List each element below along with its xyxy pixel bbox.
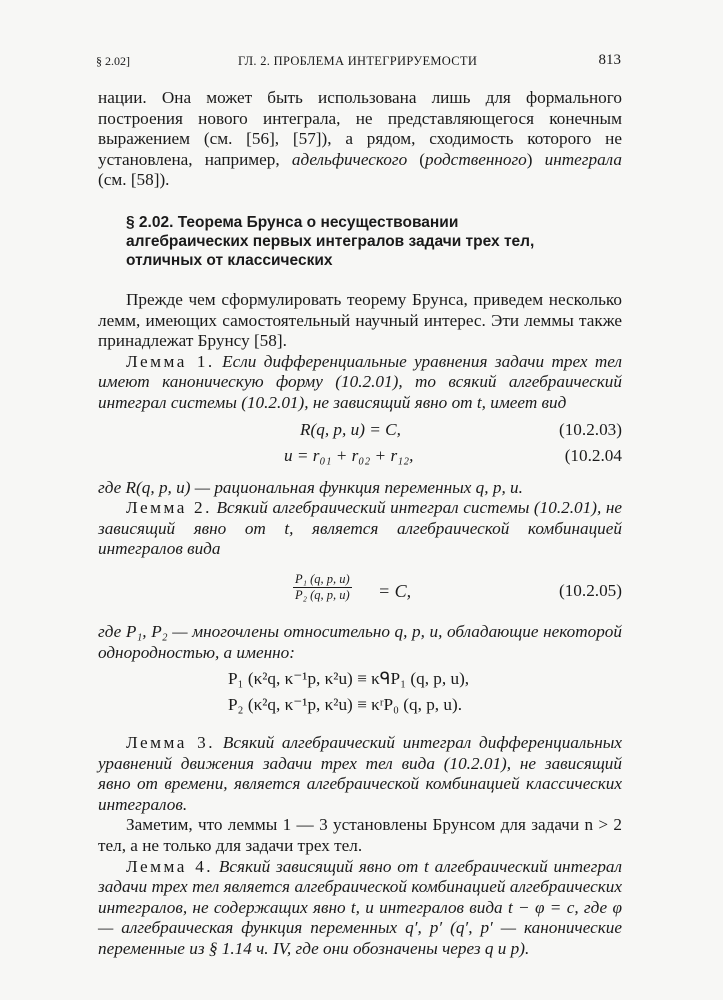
intro-text: ( [407, 149, 426, 169]
lemma-3 [98, 733, 622, 815]
equation-number: (10.2.05) [558, 580, 622, 600]
lemma-2 [98, 498, 622, 560]
lemma-4-label: Лемма 4. [126, 856, 214, 876]
lemma-2-definition: где P₁, P₂ — многочлены относительно q, p, u, обладающие некоторой однородностью, а именно: [98, 621, 622, 662]
lemma-1-text: Если дифференциальные уравнения задачи трех тел имеют каноническую форму (10.2.01), то всякий алгебраический интеграл системы (10.2.01), не зависящий явно от t, имеет вид [98, 351, 623, 412]
lemma-2-label: Лемма 2. [126, 498, 212, 518]
lemma-4 [98, 857, 622, 960]
homogeneity-identity-2 [98, 695, 622, 721]
page-header [96, 52, 621, 72]
header-chapter-title: ГЛ. 2. ПРОБЛЕМА ИНТЕГРИРУЕМОСТИ [238, 54, 478, 68]
lemma-1-label: Лемма 1. [126, 351, 215, 371]
equation-text: u = r₀₁ + r₀₂ + r₁₂, [284, 445, 414, 465]
equation-number: (10.2.04 [564, 445, 622, 465]
equation-10-2-04 [98, 446, 622, 472]
fraction-denominator: P₂ (q, p, u) [295, 587, 350, 602]
equation-number: (10.2.03) [558, 419, 622, 439]
lemma-1-definition: где R(q, p, u) — рациональная функция переменных q, p, u. [98, 477, 523, 497]
identity-text: P₂ (κ²q, κ⁻¹p, κ²u) ≡ κʳP₀ (q, p, u). [228, 695, 463, 715]
header-section-ref: § 2.02] [96, 54, 130, 68]
identity-text: P₁ (κ²q, κ⁻¹p, κ²u) ≡ κᑫP₁ (q, p, u), [228, 669, 470, 689]
intro-italic-term: адельфического [291, 149, 408, 169]
intro-text: ) [526, 149, 545, 169]
page-number: 813 [598, 52, 621, 68]
remark-paragraph: Заметим, что леммы 1 — 3 установлены Брунсом для задачи n > 2 тел, а не только для задачи трех тел. [98, 815, 622, 856]
intro-italic-term: интеграла [544, 149, 622, 169]
lemma-4-text: Всякий зависящий явно от t алгебраический интеграл задачи трех тел является алгебраической комбинацией алгебраических интегралов, не содержащих явно t, и интегралов вида t − φ = c, где φ — алгебраическая функция переменных q′, p′ (q′, p′ — канонические переменные из § 1.14 ч. IV, где они обозначены через q и p). [98, 856, 622, 959]
lemma-3-text: Всякий алгебраический интеграл дифференциальных уравнений движения задачи трех тел вида (10.2.01), не зависящий явно от времени, является алгебраической комбинацией классических интегралов. [98, 733, 623, 814]
intro-italic-term: родственного [425, 149, 527, 169]
preface-paragraph: Прежде чем сформулировать теорему Брунса, приведем несколько лемм, имеющих самостоятельный научный интерес. Эти леммы также принадлежат Брунсу [58]. [98, 289, 622, 351]
intro-text: нации. Она может быть использована лишь для формального построения нового интеграла, не представляющегося конечным выражением (см. [56], [57]), а рядом, сходимость которого не установлена, например, [98, 88, 622, 169]
intro-paragraph [98, 88, 622, 191]
lemma-3-label: Лемма 3. [126, 733, 216, 753]
fraction-rhs: = C, [378, 580, 412, 601]
intro-text: (см. [58]). [98, 170, 170, 190]
lemma-2-text: Всякий алгебраический интеграл системы (10.2.01), не зависящий явно от t, является алгебраической комбинацией интегралов вида [98, 498, 622, 559]
equation-text: R(q, p, u) = C, [300, 419, 401, 439]
fraction-numerator: P₁ (q, p, u) [295, 571, 350, 586]
homogeneity-identity-1 [98, 669, 622, 695]
section-heading: § 2.02. Теорема Брунса о несуществовании алгебраических первых интегралов задачи трех тел, отличных от классических [126, 213, 535, 269]
lemma-1 [98, 352, 622, 414]
equation-10-2-03 [98, 420, 622, 446]
equation-10-2-05 [98, 572, 622, 610]
page-body [98, 88, 622, 960]
fraction [293, 572, 352, 603]
